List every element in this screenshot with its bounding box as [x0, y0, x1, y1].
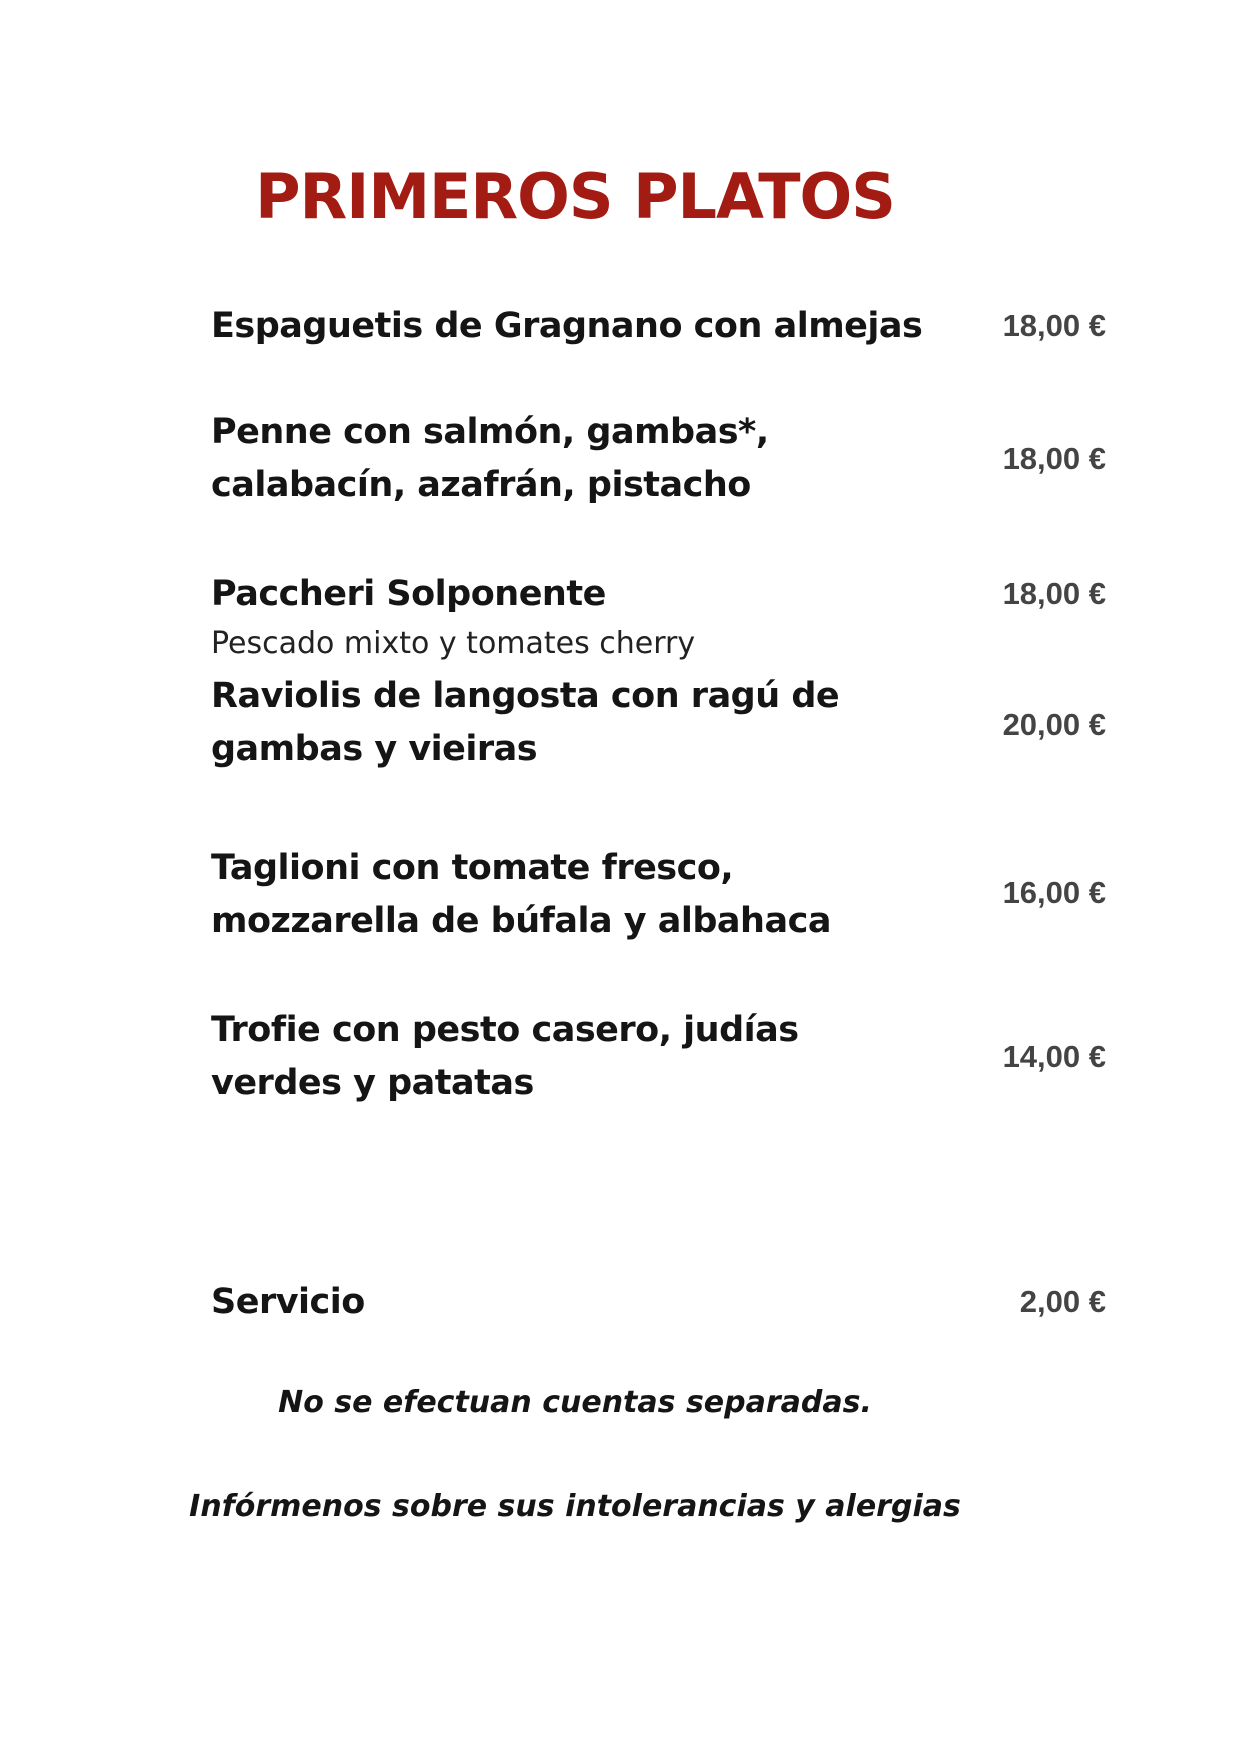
menu-item	[211, 406, 1106, 516]
page-title: PRIMEROS PLATOS	[255, 160, 895, 233]
menu-item	[211, 842, 1106, 952]
dish-name: Trofie con pesto casero, judías verdes y patatas	[211, 1010, 799, 1103]
dish-name: Espaguetis de Gragnano con almejas	[211, 306, 923, 346]
dish-price: 18,00 €	[1002, 441, 1106, 476]
dish-price: 18,00 €	[1002, 576, 1106, 611]
dish-price: 14,00 €	[1002, 1039, 1106, 1074]
dish-name: Raviolis de langosta con ragú de gambas y vieiras	[211, 676, 840, 769]
service-label: Servicio	[211, 1282, 365, 1322]
dish-name: Taglioni con tomate fresco, mozzarella de búfala y albahaca	[211, 848, 831, 941]
service-row	[211, 1276, 1106, 1336]
dish-name: Penne con salmón, gambas*, calabacín, azafrán, pistacho	[211, 412, 769, 505]
separate-bills-note: No se efectuan cuentas separadas.	[278, 1385, 872, 1420]
dish-description: Pescado mixto y tomates cherry	[211, 626, 696, 661]
dish-price: 16,00 €	[1002, 875, 1106, 910]
allergies-note: Infórmenos sobre sus intolerancias y alergias	[189, 1489, 961, 1524]
menu-item	[211, 300, 1106, 360]
service-price: 2,00 €	[1019, 1284, 1106, 1319]
menu-item	[211, 1004, 1106, 1114]
dish-price: 18,00 €	[1002, 308, 1106, 343]
menu-item	[211, 568, 1106, 668]
dish-name: Paccheri Solponente	[211, 574, 606, 614]
dish-price: 20,00 €	[1002, 707, 1106, 742]
menu-item	[211, 670, 1106, 780]
